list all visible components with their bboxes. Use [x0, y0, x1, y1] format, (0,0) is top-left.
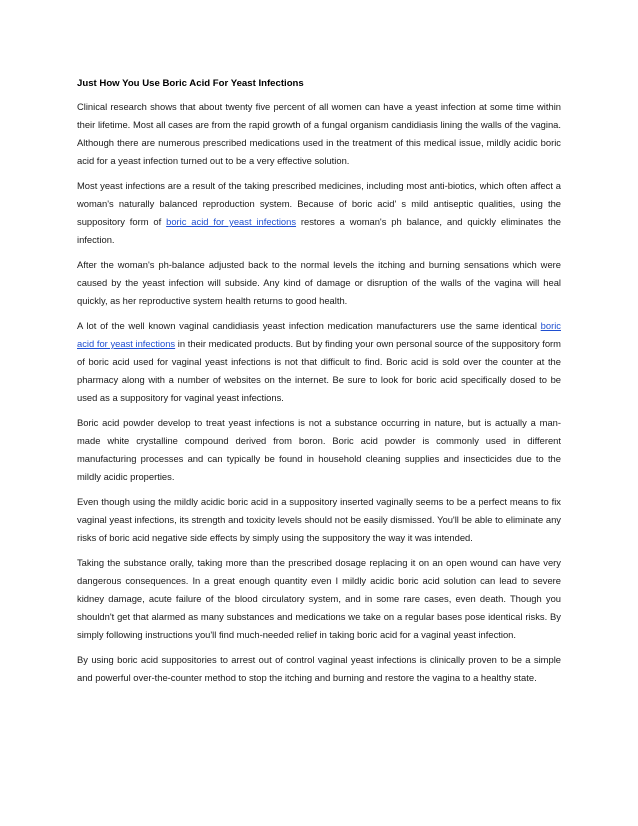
paragraph-2-text-before: Most yeast infections are a result of the taking prescribed medicines, including most anti-biotics, which often affect a woman's naturally balanced reproduction system. Because of boric acid' s mild antiseptic qualities, using the suppository form of	[77, 180, 561, 227]
paragraph-4-text-before: A lot of the well known vaginal candidiasis yeast infection medication manufacturers use the same identical	[77, 320, 541, 331]
document-body	[77, 76, 561, 694]
paragraph-3: After the woman's ph-balance adjusted back to the normal levels the itching and burning sensations which were caused by the yeast infection will subside. Any kind of damage or disruption of the walls of the vagina will heal quickly, as her reproductive system health returns to good health.	[77, 259, 561, 306]
paragraph-5: Boric acid powder develop to treat yeast infections is not a substance occurring in nature, but is actually a man-made white crystalline compound derived from boron. Boric acid powder is commonly used in different manufacturing processes and can typically be found in household cleaning supplies and insecticides due to the mildly acidic properties.	[77, 417, 561, 482]
paragraph-2	[77, 177, 561, 249]
document-title: Just How You Use Boric Acid For Yeast Infections	[77, 78, 304, 89]
paragraph-4	[77, 317, 561, 407]
paragraph-1: Clinical research shows that about twenty five percent of all women can have a yeast infection at some time within their lifetime. Most all cases are from the rapid growth of a fungal organism candidiasis lining the walls of the vagina. Although there are numerous prescribed medications used in the treatment of this medical issue, mildly acidic boric acid for a yeast infection turned out to be a very effective solution.	[77, 101, 561, 166]
boric-acid-link-2[interactable]: boric acid for yeast infections	[77, 320, 561, 349]
paragraph-2-text-after: restores a woman's ph balance, and quickly eliminates the infection.	[77, 216, 561, 245]
boric-acid-link-1[interactable]: boric acid for yeast infections	[166, 216, 297, 227]
paragraph-6: Even though using the mildly acidic boric acid in a suppository inserted vaginally seems to be a perfect means to fix vaginal yeast infections, its strength and toxicity levels should not be easily dismissed. You'll be able to eliminate any risks of boric acid negative side effects by simply using the suppository the way it was intended.	[77, 496, 561, 543]
paragraph-4-text-after: in their medicated products. But by finding your own personal source of the suppository form of boric acid used for vaginal yeast infections is not that difficult to find. Boric acid is sold over the counter at the pharmacy along with a number of websites on the internet. Be sure to look for boric acid specifically dosed to be used as a suppository for vaginal yeast infections.	[77, 338, 561, 403]
paragraph-8: By using boric acid suppositories to arrest out of control vaginal yeast infections is clinically proven to be a simple and powerful over-the-counter method to stop the itching and burning and restore the vagina to a healthy state.	[77, 654, 561, 683]
paragraph-7: Taking the substance orally, taking more than the prescribed dosage replacing it on an open wound can have very dangerous consequences. In a great enough quantity even I mildly acidic boric acid solution can lead to severe kidney damage, acute failure of the blood circulatory system, and in some rare cases, even death. Though you shouldn't get that alarmed as many substances and medications we take on a regular bases pose identical risks. By simply following instructions you'll find much-needed relief in taking boric acid for a vaginal yeast infection.	[77, 557, 561, 640]
